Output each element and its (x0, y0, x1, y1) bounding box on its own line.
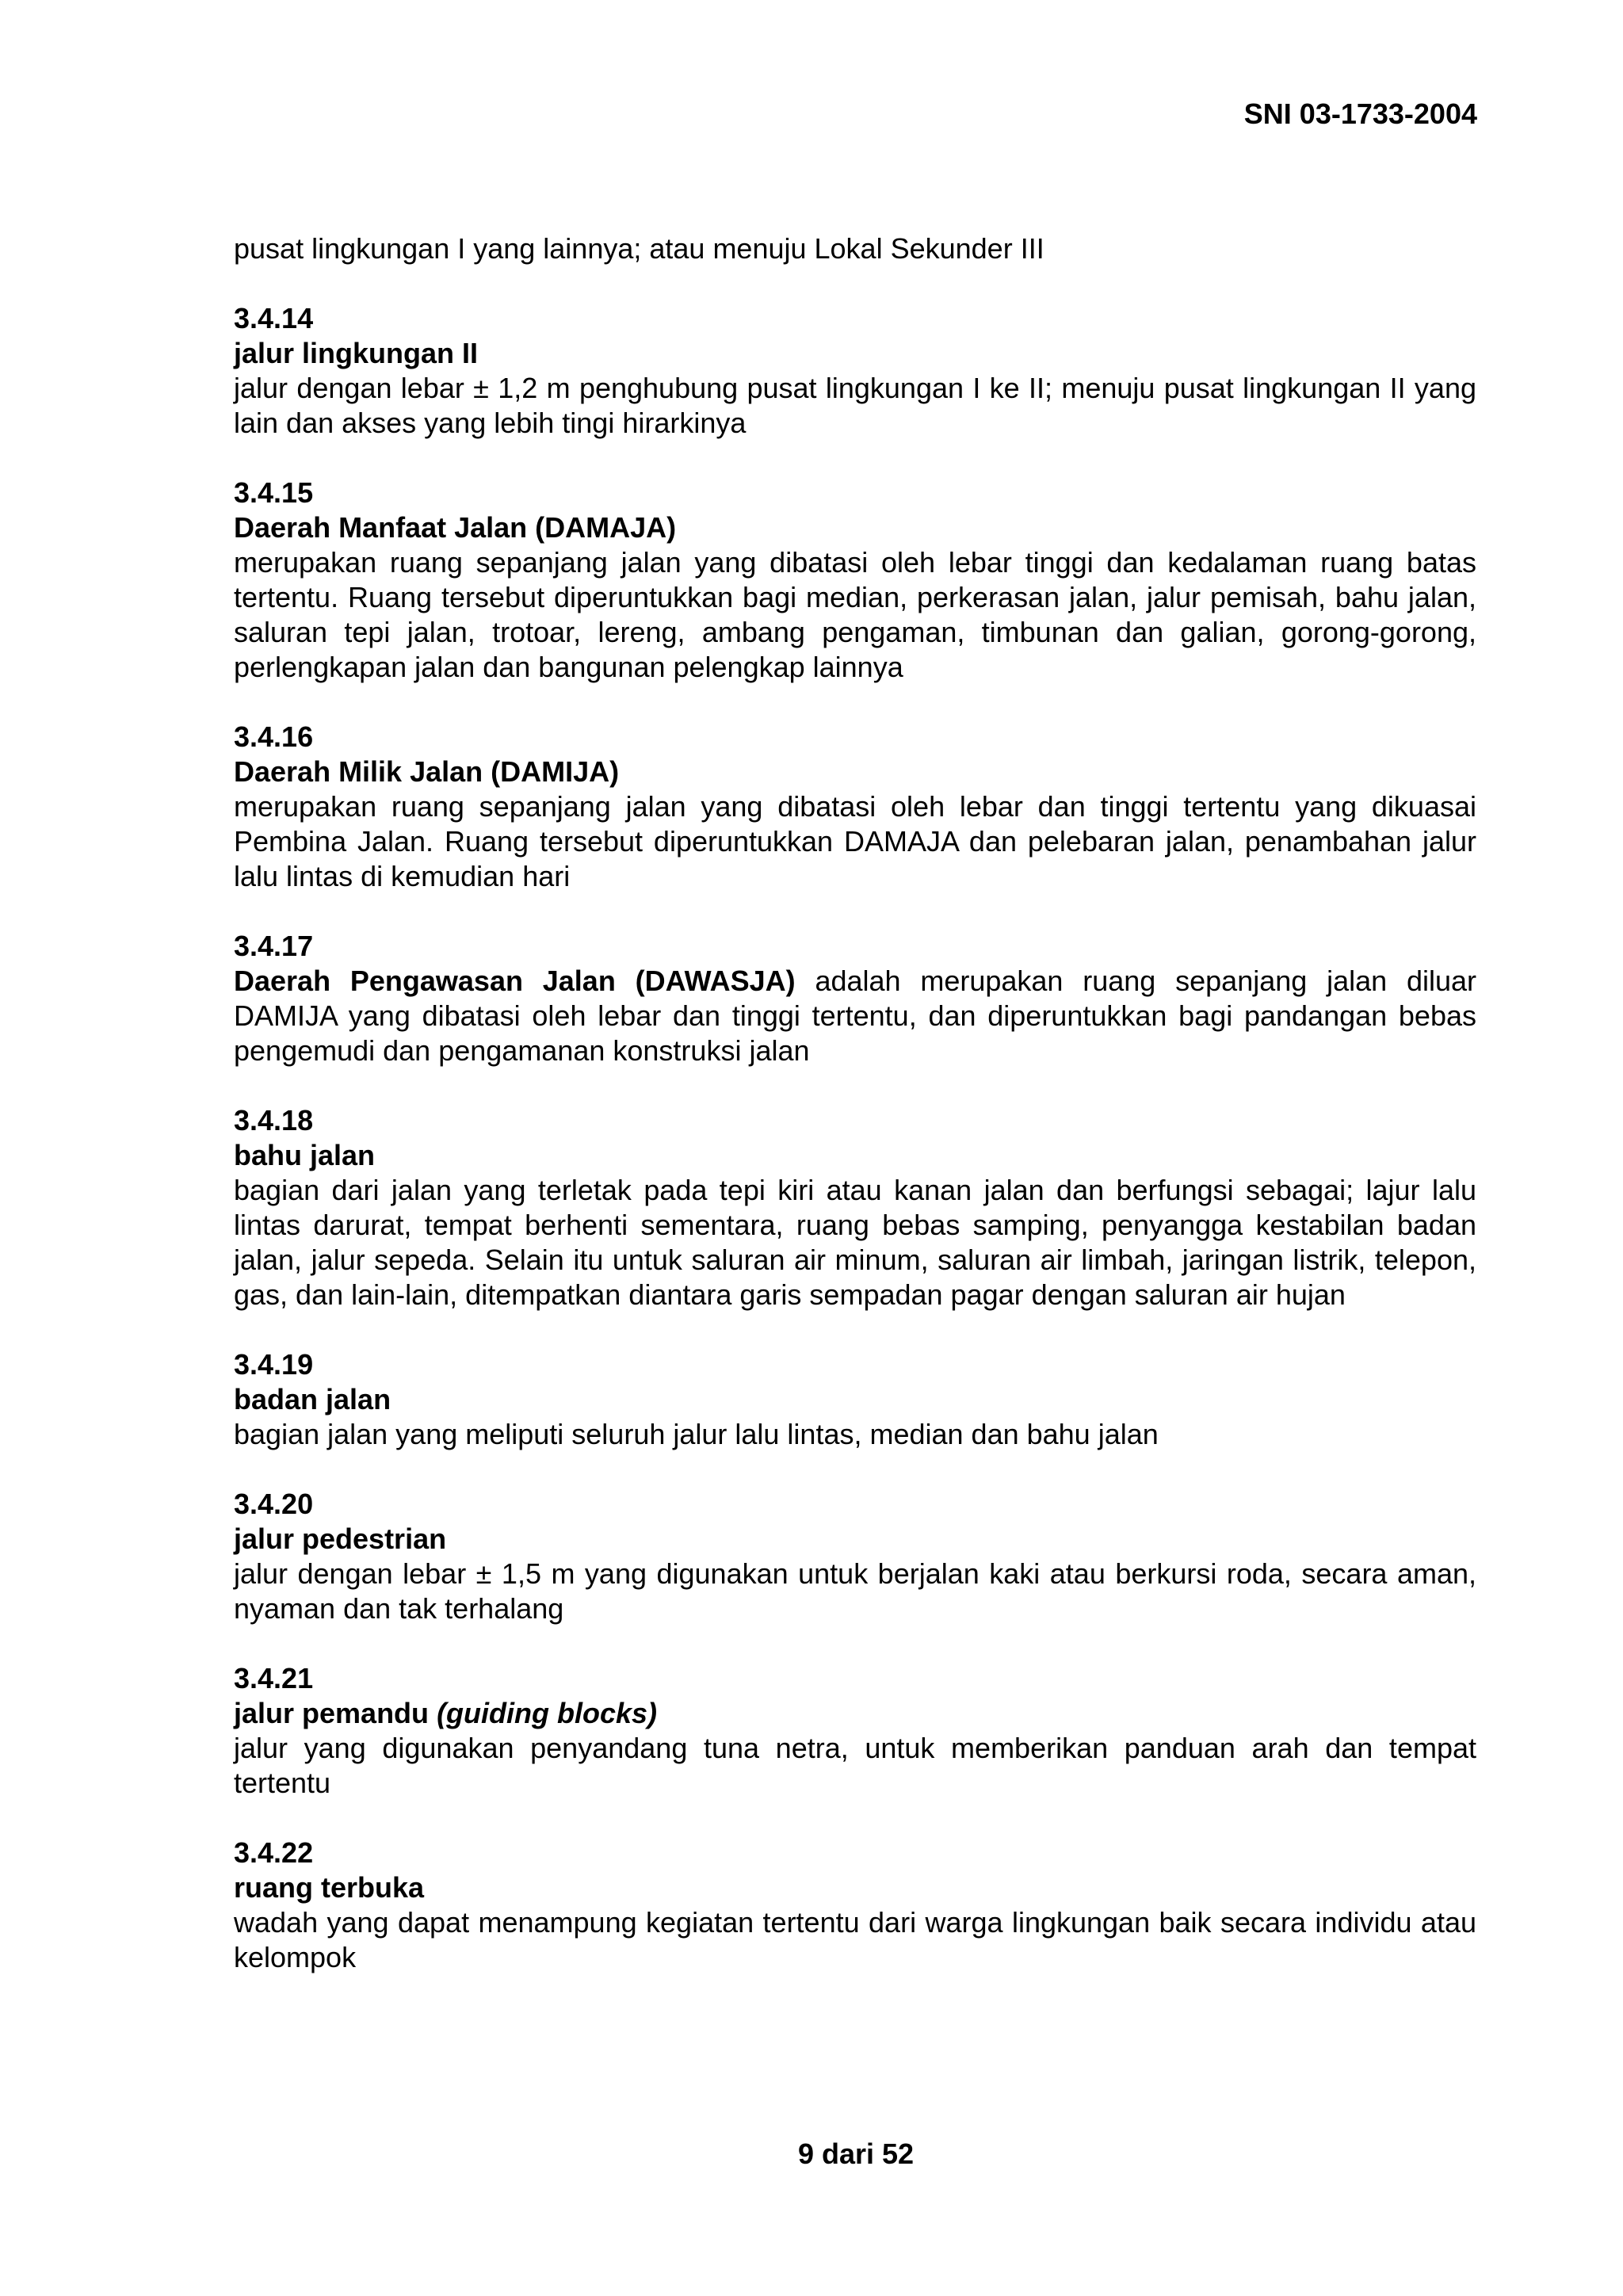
section-definition: bagian jalan yang meliputi seluruh jalur lalu lintas, median dan bahu jalan (234, 1418, 1159, 1450)
section-definition: jalur dengan lebar ± 1,2 m penghubung pusat lingkungan I ke II; menuju pusat lingkungan II yang lain dan akses yang lebih tingi hirarkinya (234, 372, 1476, 439)
section-number: 3.4.21 (234, 1662, 314, 1694)
section-definition-block (234, 964, 1476, 1068)
section-term: jalur pemandu (234, 1697, 430, 1729)
section-number: 3.4.17 (234, 930, 314, 962)
section-term: badan jalan (234, 1383, 391, 1415)
page-number: 9 dari 52 (797, 2137, 915, 2170)
section-3-4-20 (234, 1487, 1476, 1626)
section-number: 3.4.16 (234, 720, 314, 753)
section-definition: jalur yang digunakan penyandang tuna netra, untuk memberikan panduan arah dan tempat tertentu (234, 1732, 1476, 1799)
section-3-4-14 (234, 301, 1476, 441)
section-3-4-17 (234, 929, 1476, 1068)
section-number: 3.4.22 (234, 1836, 314, 1869)
section-term-block (234, 1696, 1476, 1731)
section-3-4-18 (234, 1103, 1476, 1312)
section-term: bahu jalan (234, 1139, 376, 1171)
section-3-4-19 (234, 1347, 1476, 1452)
section-term: jalur lingkungan II (234, 337, 479, 369)
section-3-4-15 (234, 476, 1476, 685)
section-definition: merupakan ruang sepanjang jalan yang dibatasi oleh lebar tinggi dan kedalaman ruang batas tertentu. Ruang tersebut diperuntukkan bagi median, perkerasan jalan, jalur pemisah, bahu jalan, saluran tepi jalan, trotoar, lereng, ambang pengaman, timbunan dan galian, gorong-gorong, perlengkapan jalan dan bangunan pelengkap lainnya (234, 546, 1476, 683)
section-number: 3.4.19 (234, 1348, 314, 1381)
section-term: Daerah Manfaat Jalan (DAMAJA) (234, 511, 677, 544)
section-definition: merupakan ruang sepanjang jalan yang dibatasi oleh lebar dan tinggi tertentu yang dikuasai Pembina Jalan. Ruang tersebut diperuntukkan DAMAJA dan pelebaran jalan, penambahan jalur lalu lintas di kemudian hari (234, 790, 1476, 892)
section-definition: adalah merupakan ruang sepanjang jalan diluar DAMIJA yang dibatasi oleh lebar dan tinggi tertentu, dan diperuntukkan bagi pandangan bebas pengemudi dan pengamanan konstruksi jalan (234, 965, 1476, 1067)
section-number: 3.4.18 (234, 1104, 314, 1137)
section-number: 3.4.14 (234, 302, 314, 334)
section-definition: jalur dengan lebar ± 1,5 m yang digunakan untuk berjalan kaki atau berkursi roda, secara aman, nyaman dan tak terhalang (234, 1557, 1476, 1625)
section-3-4-16 (234, 720, 1476, 894)
section-3-4-21 (234, 1661, 1476, 1801)
section-term: Daerah Pengawasan Jalan (DAWASJA) (234, 965, 796, 997)
section-3-4-22 (234, 1836, 1476, 1975)
section-term: jalur pedestrian (234, 1522, 447, 1555)
section-term: ruang terbuka (234, 1871, 425, 1904)
document-body (234, 231, 1476, 2010)
section-term-italic: (guiding blocks) (437, 1697, 658, 1729)
section-definition: wadah yang dapat menampung kegiatan tertentu dari warga lingkungan baik secara individu atau kelompok (234, 1906, 1476, 1973)
document-code: SNI 03-1733-2004 (1243, 97, 1477, 130)
intro-paragraph: pusat lingkungan I yang lainnya; atau menuju Lokal Sekunder III (234, 232, 1044, 265)
section-definition: bagian dari jalan yang terletak pada tepi kiri atau kanan jalan dan berfungsi sebagai; lajur lalu lintas darurat, tempat berhenti sementara, ruang bebas samping, penyangga kestabilan badan jalan, jalur sepeda. Selain itu untuk saluran air minum, saluran air limbah, jaringan listrik, telepon, gas, dan lain-lain, ditempatkan diantara garis sempadan pagar dengan saluran air hujan (234, 1174, 1476, 1311)
section-number: 3.4.15 (234, 476, 314, 509)
section-term: Daerah Milik Jalan (DAMIJA) (234, 755, 620, 788)
section-number: 3.4.20 (234, 1488, 314, 1520)
